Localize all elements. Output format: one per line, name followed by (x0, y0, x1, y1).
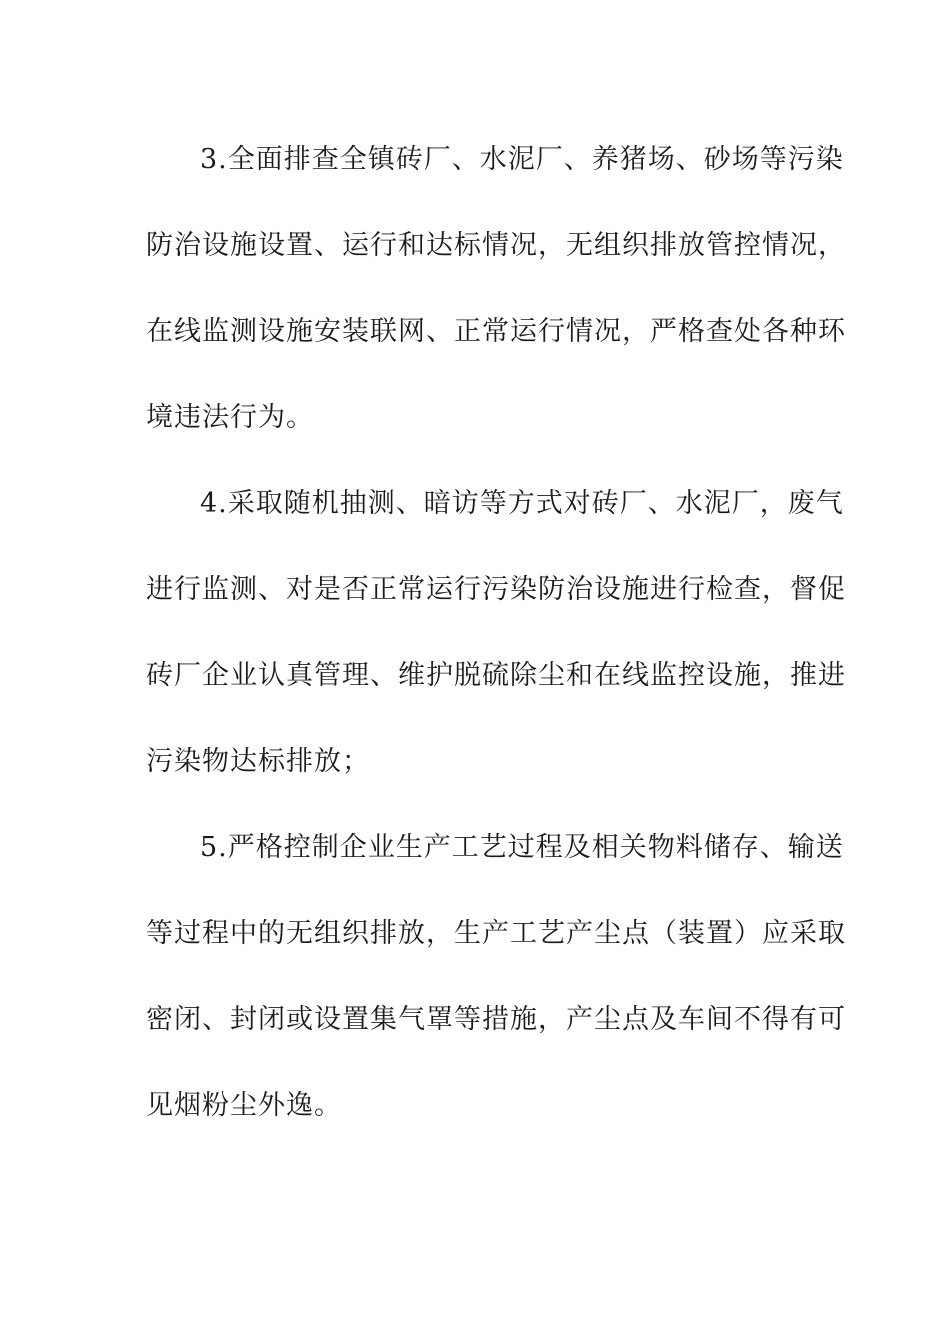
paragraph-line: 4.采取随机抽测、暗访等方式对砖厂、水泥厂，废气 (200, 488, 844, 519)
paragraph-line: 污染物达标排放； (146, 746, 370, 777)
paragraph-line: 进行监测、对是否正常运行污染防治设施进行检查，督促 (146, 574, 846, 605)
paragraph-line: 5.严格控制企业生产工艺过程及相关物料储存、输送 (200, 832, 844, 863)
paragraph-line: 境违法行为。 (146, 402, 314, 433)
paragraph-line: 防治设施设置、运行和达标情况，无组织排放管控情况， (146, 230, 846, 261)
paragraph-line: 3.全面排查全镇砖厂、水泥厂、养猪场、砂场等污染 (200, 144, 844, 175)
paragraph-line: 密闭、封闭或设置集气罩等措施，产尘点及车间不得有可 (146, 1004, 846, 1035)
paragraph-line: 砖厂企业认真管理、维护脱硫除尘和在线监控设施，推进 (146, 660, 846, 691)
paragraph-line: 在线监测设施安装联网、正常运行情况，严格查处各种环 (146, 316, 846, 347)
paragraph-line: 等过程中的无组织排放，生产工艺产尘点（装置）应采取 (146, 918, 846, 949)
paragraph-line: 见烟粉尘外逸。 (146, 1090, 342, 1121)
